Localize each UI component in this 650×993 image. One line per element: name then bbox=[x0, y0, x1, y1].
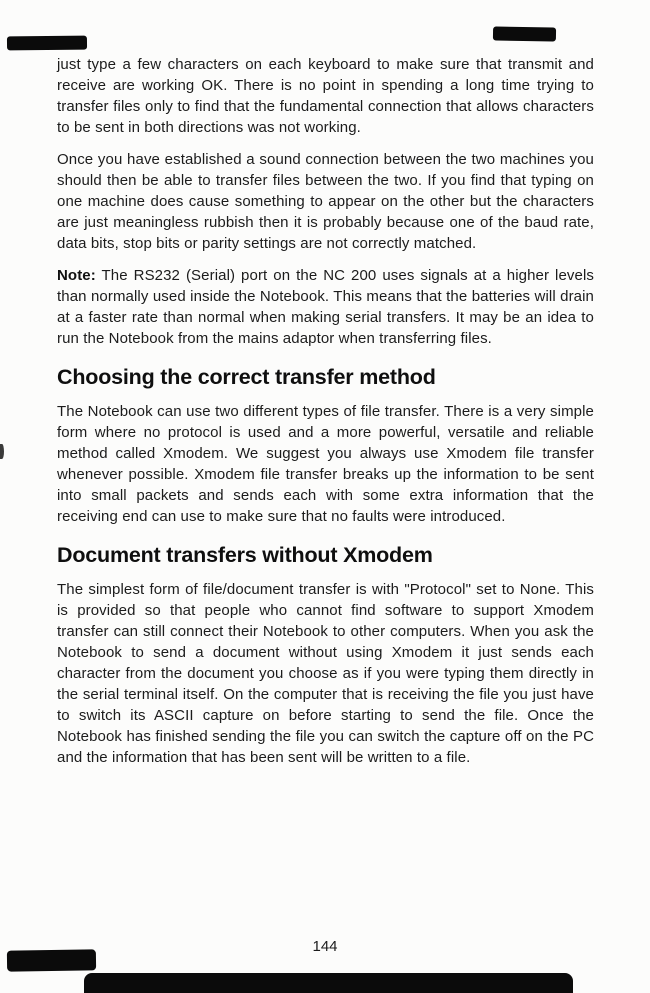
paragraph-connection-test: just type a few characters on each keyboard to make sure that transmit and receive are working OK. There is no point in spending a long time trying to transfer files only to find that the fundamental connection that allows characters to be sent in both directions was not working. bbox=[57, 56, 594, 136]
paragraph-note bbox=[57, 265, 594, 349]
scan-artifact-top-left bbox=[7, 36, 87, 51]
scan-artifact-bottom-bar bbox=[84, 973, 573, 993]
scan-artifact-left-edge bbox=[0, 444, 4, 459]
paragraph-sound-connection: Once you have established a sound connection between the two machines you should then be able to transfer files between the two. If you find that typing on one machine does cause something to appear on the other but the characters are just meaningless rubbish then it is probably because one of the baud rate, data bits, stop bits or parity settings are not correctly matched. bbox=[57, 151, 594, 252]
scan-artifact-top-right bbox=[493, 26, 556, 41]
heading-choosing-transfer-method: Choosing the correct transfer method bbox=[57, 365, 436, 389]
note-label: Note: bbox=[57, 267, 96, 284]
paragraph-transfer-types: The Notebook can use two different types of file transfer. There is a very simple form where no protocol is used and a more powerful, versatile and reliable method called Xmodem. We suggest you always use Xmodem file transfer whenever possible. Xmodem file transfer breaks up the information to be sent into small packets and sends each with some extra information that the receiving end can use to make sure that no faults were introduced. bbox=[57, 403, 594, 525]
page-number: 144 bbox=[312, 938, 338, 955]
page-content bbox=[57, 54, 594, 779]
paragraph-transfers-without-xmodem: The simplest form of file/document transfer is with "Protocol" set to None. This is provided so that people who cannot find software to support Xmodem transfer can still connect their Notebook to other computers. When you ask the Notebook to send a document without using Xmodem it just sends each character from the document you choose as if you were typing them directly in the serial terminal itself. On the computer that is receiving the file you just have to switch its ASCII capture on before starting to send the file. Once the Notebook has finished sending the file you can switch the capture off on the PC and the information that has been sent will be written to a file. bbox=[57, 581, 594, 766]
note-text: The RS232 (Serial) port on the NC 200 uses signals at a higher levels than normally used inside the Notebook. This means that the batteries will drain at a faster rate than normal when making serial transfers. It may be an idea to run the Notebook from the mains adaptor when transferring files. bbox=[57, 267, 595, 347]
heading-transfers-without-xmodem: Document transfers without Xmodem bbox=[57, 543, 433, 567]
